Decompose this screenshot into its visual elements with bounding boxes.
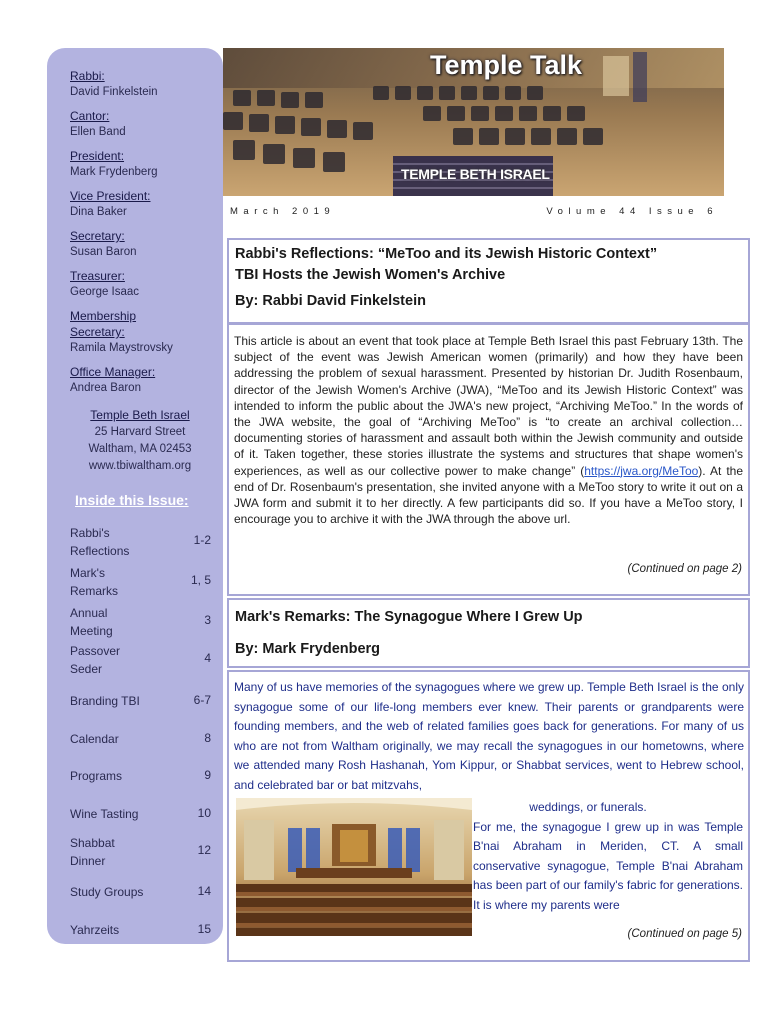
volume-issue: Volume 44 Issue 6 (546, 206, 718, 217)
staff-role: Vice President: (70, 189, 151, 203)
temple-name: Temple Beth Israel (90, 408, 190, 422)
staff-role: Office Manager: (70, 365, 156, 379)
staff-entry (70, 108, 220, 140)
toc-title: Study Groups (70, 885, 144, 899)
staff-name: Ellen Band (70, 126, 126, 138)
staff-role: Treasurer: (70, 269, 125, 283)
staff-role: Cantor: (70, 109, 110, 123)
inside-issue-heading: Inside this Issue: (75, 492, 189, 508)
staff-role: Rabbi: (70, 69, 105, 83)
rabbi-article-text-part2: ). At the end of Dr. Rosenbaum's presentation, she invited anyone with a MeToo story to write it out on a JWA form and submit it to her directly. A few participants did so. If you have a MeToo story, I encourage you to archive it with the JWA through the above url. (234, 463, 743, 527)
header-banner-photo (223, 48, 724, 196)
mark-article-text (234, 678, 744, 795)
dateline (230, 206, 718, 217)
staff-list (70, 68, 220, 404)
staff-name: Ramila Maystrovsky (70, 342, 173, 354)
toc-title: Mark's Remarks (70, 566, 119, 598)
staff-name: Andrea Baron (70, 382, 141, 394)
staff-name: Mark Frydenberg (70, 166, 158, 178)
temple-street: 25 Harvard Street (94, 426, 186, 438)
toc-title: Passover Seder (70, 644, 121, 676)
mark-article-paragraph2: For me, the synagogue I grew up in was Temple B'nai Abraham in Meriden, CT. A small conservative synagogue, Temple B'nai Abraham has been part of our family's fabric for generations. It is where my parents were (473, 819, 743, 912)
staff-entry (70, 228, 220, 260)
temple-website-link[interactable]: www.tbiwaltham.org (88, 460, 192, 472)
mark-article-body (227, 670, 750, 962)
mark-article-paragraph1: Many of us have memories of the synagogues where we grew up. Temple Beth Israel is the only synagogue some of our life-long members ever knew. Their parents or grandparents were founding members, and the web of related families goes back for generations. For many of us who are not from Waltham originally, we may recall the synagogues in our hometowns, where we attended many Rosh Hashanah, Yom Kippur, or Shabbat services, went to Hebrew school, and celebrated bar or bat mitzvahs, (234, 680, 744, 792)
temple-city: Waltham, MA 02453 (88, 443, 192, 455)
staff-role: Membership Secretary: (70, 309, 137, 339)
toc-title: Programs (70, 769, 123, 783)
staff-name: Susan Baron (70, 246, 137, 258)
toc-page: 15 (197, 922, 211, 936)
toc-title: Shabbat Dinner (70, 836, 115, 868)
toc-title: Annual Meeting (70, 606, 113, 638)
mark-article-title: Mark's Remarks: The Synagogue Where I Grew Up (235, 609, 583, 625)
mark-article-byline: By: Mark Frydenberg (235, 641, 381, 657)
rabbi-article-byline: By: Rabbi David Finkelstein (235, 293, 426, 309)
sanctuary-photo (236, 798, 472, 936)
newsletter-subtitle: TEMPLE BETH ISRAEL (401, 166, 550, 182)
toc-page: 1-2 (193, 533, 211, 547)
mark-article-text-column (473, 800, 743, 915)
toc-page: 9 (204, 768, 211, 782)
toc-page: 10 (197, 806, 211, 820)
staff-entry (70, 268, 220, 300)
staff-name: George Isaac (70, 286, 140, 298)
staff-entry (70, 364, 220, 396)
rabbi-article-text-part1: This article is about an event that took place at Temple Beth Israel this past February 13th. The subject of the event was Jewish American women (primarily) and how they have been addressing the problem of sexual harassment. Presented by historian Dr. Judith Rosenbaum, director of the Jewish Women's Archive (JWA), “MeToo and its Jewish Historic Context” was intended to inform the public about the JWA's new project, “Archiving MeToo.” In the words of the JWA website, the goal of “Archiving MeToo” is “to create an archival collection…documenting stories of harassment and assault both within the Jewish community and outside of it. Taken together, these stories illustrate the systems and structures that shape women's experiences, as well as our collective power to make change” ( (234, 334, 743, 478)
toc-page: 3 (204, 613, 211, 627)
temple-address (70, 406, 210, 475)
toc-page: 6-7 (193, 693, 211, 707)
staff-entry (70, 68, 220, 100)
rabbi-article-subtitle: TBI Hosts the Jewish Women's Archive (235, 267, 506, 283)
jwa-metoo-link[interactable]: https://jwa.org/MeToo (584, 463, 699, 478)
toc-page: 14 (197, 884, 211, 898)
toc-page: 8 (204, 731, 211, 745)
staff-name: David Finkelstein (70, 86, 158, 98)
mark-article-paragraph1-end: weddings, or funerals. (529, 800, 647, 814)
staff-entry (70, 188, 220, 220)
rabbi-article-continued: (Continued on page 2) (627, 563, 742, 575)
rabbi-article-text (234, 333, 743, 527)
staff-role: Secretary: (70, 229, 125, 243)
staff-entry (70, 308, 220, 356)
toc-title: Wine Tasting (70, 807, 139, 821)
rabbi-article-header (227, 238, 750, 324)
toc-title: Rabbi's Reflections (70, 526, 130, 558)
staff-name: Dina Baker (70, 206, 127, 218)
toc-page: 12 (197, 843, 211, 857)
staff-entry (70, 148, 220, 180)
rabbi-article-body (227, 323, 750, 596)
toc-page: 4 (204, 651, 211, 665)
staff-role: President: (70, 149, 125, 163)
mark-article-header (227, 598, 750, 668)
newsletter-title: Temple Talk (429, 50, 582, 80)
toc-title: Branding TBI (70, 694, 140, 708)
toc-title: Yahrzeits (70, 923, 120, 937)
toc-page: 1, 5 (190, 573, 211, 587)
rabbi-article-title: Rabbi's Reflections: “MeToo and its Jewish Historic Context” (235, 246, 658, 262)
toc-title: Calendar (70, 732, 119, 746)
sidebar (47, 48, 223, 944)
issue-date: March 2019 (230, 206, 336, 217)
synagogue-interior-image (236, 798, 472, 936)
mark-article-continued: (Continued on page 5) (627, 928, 742, 940)
